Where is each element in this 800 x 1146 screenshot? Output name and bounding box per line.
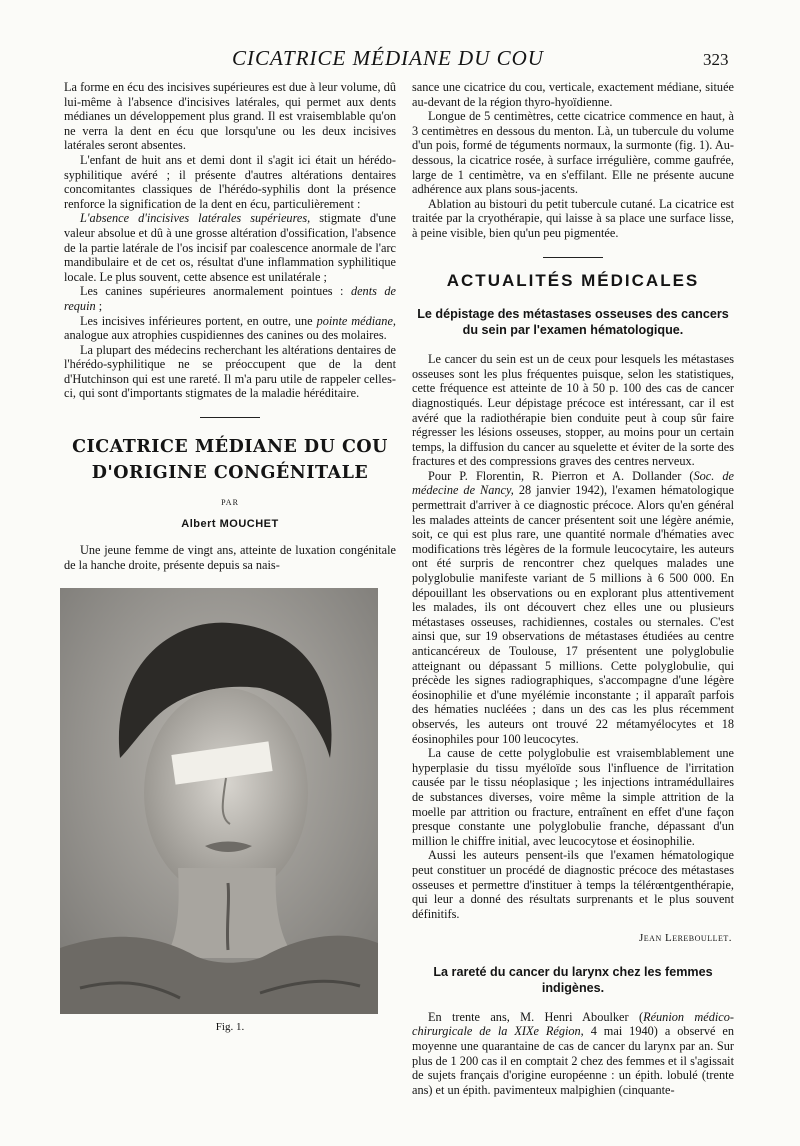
paragraph — [64, 284, 396, 313]
author-name: Albert MOUCHET — [181, 517, 279, 530]
separator-rule — [543, 257, 603, 258]
figure-caption: Fig. 1. — [215, 1021, 245, 1034]
author-signature: Jean Lereboullet. — [639, 932, 732, 945]
italic-text: L'absence d'incisives latérales supérieures, — [80, 211, 311, 226]
text: Les canines supérieures anormalement pointues : — [80, 284, 351, 299]
paragraph — [64, 211, 396, 284]
text: 4 mai 1940) a observé en moyenne une quarantaine de cas de cancer du larynx par an. Sur plus de 1 200 cas il en comptait 2 chez des femmes et il s'agissait de sujets français d'origine européenne : un épith. lobulé (trente ans) et un épith. pavimenteux malpighien (cinquante- — [412, 1024, 735, 1097]
paragraph — [412, 469, 734, 746]
italic-text: Réunion médico-chirurgicale de la XIXe Région, — [412, 1009, 734, 1039]
text: Pour P. Florentin, R. Pierron et A. Dollander ( — [428, 468, 694, 483]
portrait-image — [60, 588, 378, 1014]
paragraph: sance une cicatrice du cou, verticale, exactement médiane, située au-devant de la région thyro-hyoïdienne. — [412, 80, 734, 109]
text: ; — [95, 298, 103, 313]
paragraph: La cause de cette polyglobulie est vraisemblablement une hyperplasie du tissu myéloïde sous l'influence de l'irritation causée par le tissu néoplasique ; les injections intramédullaires de substances diverses, voire même la simple attrition de la moelle par attrition ou fracture, entraînent en effet d'une façon presque constante une polyglobulie franche, dépassant d'un million le chiffre initial, avec leucocytose et éosinophilie. — [412, 746, 734, 848]
text: Les incisives inférieures portent, en outre, une — [80, 313, 317, 328]
text: analogue aux atrophies cuspidiennes des canines ou des molaires. — [64, 328, 387, 343]
paragraph: Le cancer du sein est un de ceux pour lesquels les métastases osseuses sont les plus fréquentes puisque, selon les statistiques, cette fréquence est atteinte de 10 à 50 p. 100 des cas de cancer diagnostiqués. Leur dépistage précoce est intéressant, car il est avéré que la radiothérapie bien conduite peut à coup sûr faire régresser les lésions osseuses, stopper, au moins pour un certain temps, la diffusion du cancer au squelette et éviter de la sorte des fractures et des compressions graves des centres nerveux. — [412, 352, 734, 469]
paragraph: La forme en écu des incisives supérieures est due à leur volume, dû lui-même à l'absence d'incisives latérales, qui permet aux dents médianes un développement plus grand. Il est vraisemblable qu'on ne verra la dent en écu que lorsqu'une ou les deux incisives latérales seront absentes. — [64, 80, 396, 153]
article-title: Le dépistage des métastases osseuses des cancers du sein par l'examen hématologique. — [417, 307, 729, 338]
italic-text: Soc. de médecine de Nancy, — [412, 468, 734, 498]
text: En trente ans, M. Henri Aboulker ( — [428, 1009, 644, 1024]
running-title: CICATRICE MÉDIANE DU COU — [232, 46, 544, 70]
text: stigmate d'une valeur absolue et dû à une grosse altération d'ossification, l'absence de la partie latérale de l'os incisif par coalescence anormale de l'arc mandibulaire et de cet os, résultat d'une inflammation syphilitique locale. Le plus souvent, cette absence est unilatérale ; — [64, 211, 396, 284]
separator-rule — [200, 417, 260, 418]
article-title — [64, 434, 396, 486]
paragraph — [412, 1010, 734, 1098]
left-column — [64, 80, 396, 1035]
by-label: PAR — [221, 498, 239, 508]
paragraph: La plupart des médecins recherchant les altérations dentaires de l'hérédo-syphilitique ne se préoccupent que de la dent d'Hutchinson qui est une rareté. Il m'a paru utile de rappeler celles-ci, qui sont d'importants stigmates de la maladie héréditaire. — [64, 342, 396, 401]
text: 28 janvier 1942), l'examen hématologique permettrait d'arriver à ce diagnostic précoce. Alors qu'en général les malades atteints de cancer présentent soit une légère anémie, soit, ce qui est plus rare, une quantité normale d'hématies avec modifications très légères de la formule leucocytaire, les auteurs ont été surpris de rencontrer chez quelques malades une polyglobulie manifeste variant de 5 millions à 6 500 000. En dépouillant les observations ou en explorant plus attentivement les malades, ils ont découvert chez elles une ou plusieurs métastases osseuses, rachidiennes, costales ou sternales. C'est ainsi que, sur 19 observations de métastases étudiées au centre anticancéreux de Toulouse, 17 présentent une polyglobulie atteignant ou dépassant 5 millions. Cette polyglobulie, qui précède les signes radiographiques, s'accompagne d'une légère éosinophilie et d'une myélémie inconstante ; il apparaît parfois des hématies nucléées ; dans un des cas les plus récemment observés, les auteurs ont trouvé 22 métamyélocytes et 18 éosinophiles pour 100 leucocytes. — [412, 483, 734, 746]
paragraph: Longue de 5 centimètres, cette cicatrice commence en haut, à 3 centimètres en dessous du menton. Là, un tubercule du volume d'un pois, formé de téguments normaux, la surmonte (fig. 1). Au-dessous, la cicatrice rosée, à surface irrégulière, comme gaufrée, large de 1 centimètre, va en s'effilant. Elle ne présente aucune adhérence aux plans sous-jacents. — [412, 109, 734, 197]
page-number: 323 — [703, 50, 729, 69]
page-header — [0, 44, 800, 74]
paragraph — [64, 314, 396, 343]
figure-photo — [60, 588, 378, 1014]
article-title: La rareté du cancer du larynx chez les femmes indigènes. — [433, 964, 713, 995]
section-title: ACTUALITÉS MÉDICALES — [446, 270, 700, 290]
italic-text: pointe médiane, — [316, 313, 396, 328]
paragraph: Ablation au bistouri du petit tubercule cutané. La cicatrice est traitée par la cryothérapie, qui laisse à sa place une surface lisse, à peine visible, bien qu'un peu pigmentée. — [412, 196, 734, 240]
paragraph: L'enfant de huit ans et demi dont il s'agit ici était un hérédo-syphilitique avéré ; il présente d'autres altérations dentaires concomitantes classiques de l'hérédo-syphilis dont la présence renforce la signification de la dent en écu, particulièrement : — [64, 152, 396, 211]
right-column — [412, 80, 734, 1097]
article-title-line-2: D'ORIGINE CONGÉNITALE — [91, 463, 369, 484]
paragraph: Une jeune femme de vingt ans, atteinte de luxation congénitale de la hanche droite, présente depuis sa nais- — [64, 543, 396, 572]
italic-text: dents de requin — [64, 284, 396, 313]
paragraph: Aussi les auteurs pensent-ils que l'examen hématologique peut constituer un procédé de diagnostic précoce des métastases osseuses et permettre d'instituer à temps la télérœntgenthérapie, qui leur a donné des résultats surprenants et le plus souvent définitifs. — [412, 848, 734, 921]
article-title-line-1: CICATRICE MÉDIANE DU COU — [72, 437, 388, 458]
